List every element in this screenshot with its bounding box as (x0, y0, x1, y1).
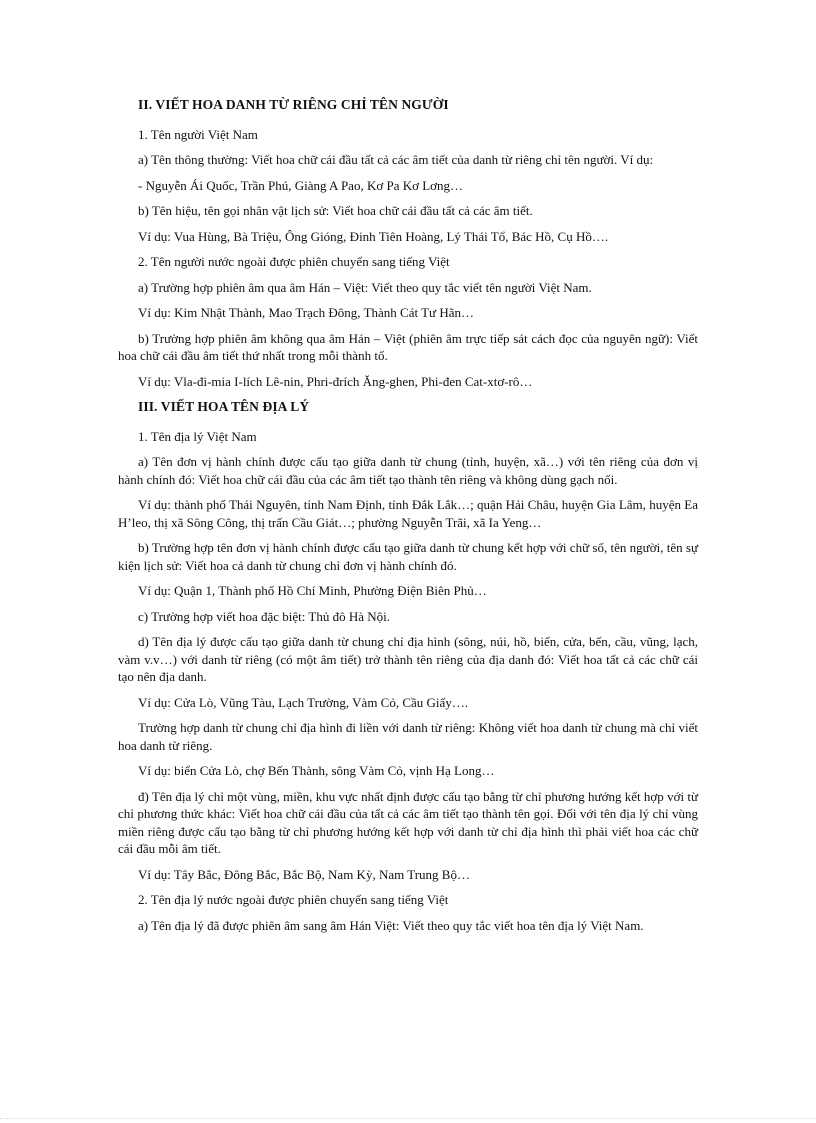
section-heading: III. VIẾT HOA TÊN ĐỊA LÝ (138, 399, 310, 414)
paragraph: Ví dụ: Quận 1, Thành phố Hồ Chí Minh, Phường Điện Biên Phủ… (138, 583, 487, 598)
paragraph: a) Trường hợp phiên âm qua âm Hán – Việt: Viết theo quy tắc viết tên người Việt Nam. (138, 279, 592, 295)
paragraph: a) Tên thông thường: Viết hoa chữ cái đầu tất cả các âm tiết của danh từ riêng chỉ tên người. Ví dụ: (138, 152, 654, 167)
section-geographic-names (118, 398, 698, 934)
section-heading: II. VIẾT HOA DANH TỪ RIÊNG CHỈ TÊN NGƯỜI (138, 97, 449, 112)
paragraph: - Nguyễn Ái Quốc, Trần Phú, Giàng A Pao, Kơ Pa Kơ Lơng… (138, 177, 464, 193)
paragraph: a) Tên địa lý đã được phiên âm sang âm Hán Việt: Viết theo quy tắc viết hoa tên địa lý Việt Nam. (138, 917, 644, 933)
paragraph: Ví dụ: thành phố Thái Nguyên, tỉnh Nam Định, tỉnh Đắk Lắk…; quận Hải Châu, huyện Gia Lâm, huyện Ea H’leo, thị xã Sông Công, thị trấn Cầu Giát…; phường Nguyễn Trãi, xã Ia Yeng… (118, 497, 698, 530)
paragraph: b) Trường hợp tên đơn vị hành chính được cấu tạo giữa danh từ chung kết hợp với chữ số, tên người, tên sự kiện lịch sử: Viết hoa cả danh từ chung chỉ đơn vị hành chính đó. (118, 540, 698, 573)
paragraph: a) Tên đơn vị hành chính được cấu tạo giữa danh từ chung (tỉnh, huyện, xã…) với tên riêng của đơn vị hành chính đó: Viết hoa chữ cái đầu của các âm tiết tạo thành tên riêng và không dùng gạch nối. (118, 454, 698, 487)
paragraph: Ví dụ: Tây Bắc, Đông Bắc, Bắc Bộ, Nam Kỳ, Nam Trung Bộ… (138, 866, 470, 882)
paragraph: Trường hợp danh từ chung chỉ địa hình đi liền với danh từ riêng: Không viết hoa danh từ chung mà chỉ viết hoa danh từ riêng. (118, 720, 698, 753)
paragraph: Ví dụ: Kim Nhật Thành, Mao Trạch Đông, Thành Cát Tư Hãn… (138, 305, 474, 320)
section-personal-names (118, 96, 698, 390)
document-page (118, 96, 698, 942)
paragraph: d) Tên địa lý được cấu tạo giữa danh từ chung chỉ địa hình (sông, núi, hồ, biển, cửa, bến, cầu, vũng, lạch, vàm v.v…) với danh từ riêng (có một âm tiết) trở thành tên riêng của địa danh đó: Viết hoa tất cả các chữ cái tạo nên địa danh. (118, 634, 698, 684)
paragraph: Ví dụ: Cửa Lò, Vũng Tàu, Lạch Trường, Vàm Cỏ, Cầu Giấy…. (138, 694, 469, 710)
paragraph: c) Trường hợp viết hoa đặc biệt: Thủ đô Hà Nội. (138, 608, 390, 624)
paragraph: b) Tên hiệu, tên gọi nhân vật lịch sử: Viết hoa chữ cái đầu tất cả các âm tiết. (138, 203, 533, 218)
page-bottom-divider (0, 1118, 816, 1119)
paragraph: 2. Tên người nước ngoài được phiên chuyển sang tiếng Việt (138, 254, 450, 269)
paragraph: Ví dụ: biển Cửa Lò, chợ Bến Thành, sông Vàm Cỏ, vịnh Hạ Long… (138, 763, 495, 778)
paragraph: đ) Tên địa lý chỉ một vùng, miền, khu vực nhất định được cấu tạo bằng từ chỉ phương hướng kết hợp với từ chỉ phương thức khác: Viết hoa chữ cái đầu của tất cả các âm tiết tạo thành tên gọi. Đối với tên địa lý chỉ vùng miền riêng được cấu tạo bằng từ chỉ phương hướng kết hợp với danh từ chỉ địa hình thì phải viết hoa các chữ cái đầu mỗi âm tiết. (118, 788, 698, 856)
paragraph: 2. Tên địa lý nước ngoài được phiên chuyển sang tiếng Việt (138, 892, 449, 907)
paragraph: Ví dụ: Vla-đi-mia I-lích Lê-nin, Phri-đrích Ăng-ghen, Phi-đen Cat-xtơ-rô… (138, 373, 533, 389)
paragraph: 1. Tên địa lý Việt Nam (138, 428, 257, 444)
paragraph: 1. Tên người Việt Nam (138, 126, 258, 142)
paragraph: Ví dụ: Vua Hùng, Bà Triệu, Ông Gióng, Đinh Tiên Hoàng, Lý Thái Tổ, Bác Hồ, Cụ Hồ…. (138, 228, 609, 244)
paragraph: b) Trường hợp phiên âm không qua âm Hán – Việt (phiên âm trực tiếp sát cách đọc của nguyên ngữ): Viết hoa chữ cái đầu âm tiết thứ nhất trong mỗi thành tố. (118, 330, 698, 363)
